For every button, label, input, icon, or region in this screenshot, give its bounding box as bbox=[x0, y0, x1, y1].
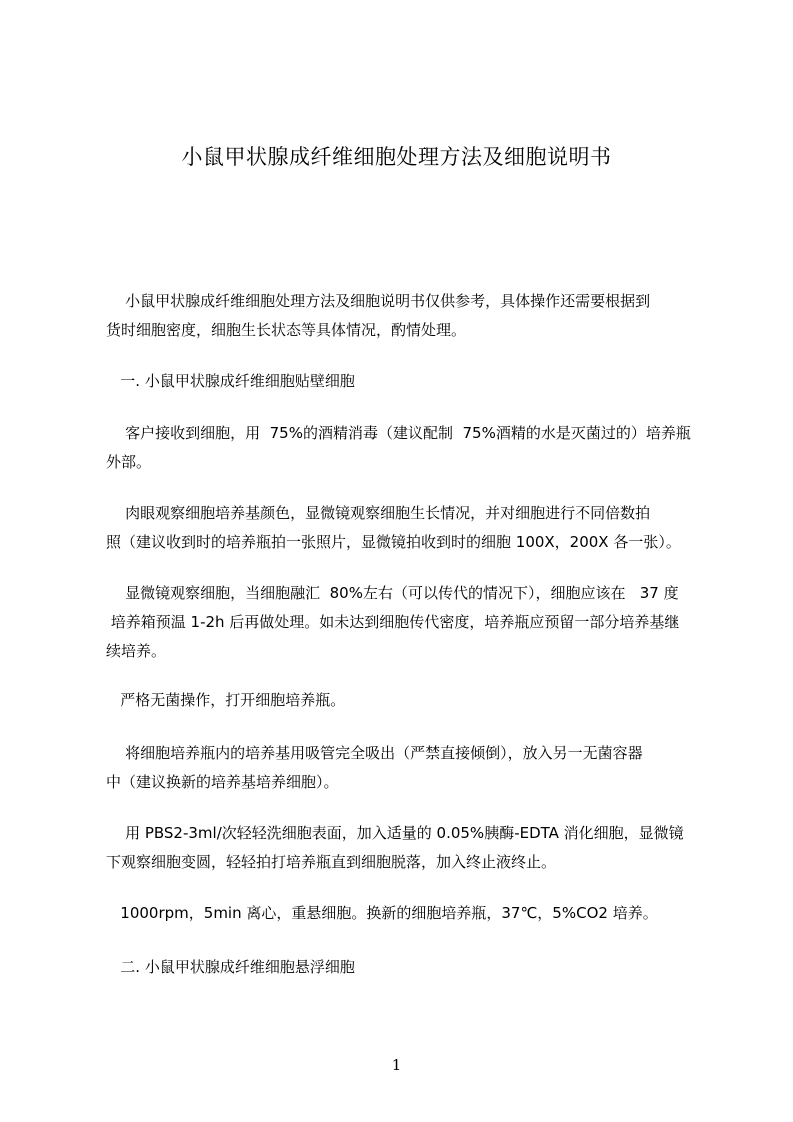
paragraph-aseptic bbox=[106, 686, 704, 715]
section-heading-suspension bbox=[106, 953, 704, 982]
section-heading-adherent bbox=[106, 367, 704, 396]
paragraph-remove-medium bbox=[106, 739, 704, 797]
paragraph-receive-cells bbox=[106, 419, 704, 477]
paragraph-line: 1000rpm，5min 离心，重悬细胞。换新的细胞培养瓶，37℃，5%CO2 培养。 bbox=[106, 904, 658, 922]
paragraph-digest bbox=[106, 819, 704, 877]
paragraph-line: 外部。 bbox=[106, 453, 152, 471]
paragraph-line: 续培养。 bbox=[106, 642, 167, 660]
document-title: 小鼠甲状腺成纤维细胞处理方法及细胞说明书 bbox=[181, 145, 612, 169]
paragraph-line: 下观察细胞变圆，轻轻拍打培养瓶直到细胞脱落，加入终止液终止。 bbox=[106, 853, 557, 871]
paragraph-confluence bbox=[106, 579, 699, 666]
paragraph-line: 客户接收到细胞，用 75%的酒精消毒（建议配制 75%酒精的水是灭菌过的）培养瓶 bbox=[106, 424, 691, 442]
paragraph-centrifuge bbox=[106, 899, 704, 928]
paragraph-observe-cells bbox=[106, 499, 704, 557]
paragraph-line: 货时细胞密度，细胞生长状态等具体情况，酌情处理。 bbox=[106, 321, 467, 339]
paragraph-line: 照（建议收到时的培养瓶拍一张照片，显微镜拍收到时的细胞 100X，200X 各一张）。 bbox=[106, 533, 681, 551]
section-heading-text: 一. 小鼠甲状腺成纤维细胞贴壁细胞 bbox=[106, 372, 355, 390]
paragraph-line: 严格无菌操作，打开细胞培养瓶。 bbox=[106, 691, 346, 709]
page-number: 1 bbox=[391, 1056, 402, 1074]
paragraph-intro bbox=[106, 287, 704, 345]
paragraph-line: 中（建议换新的培养基培养细胞）。 bbox=[106, 773, 339, 791]
paragraph-line: 小鼠甲状腺成纤维细胞处理方法及细胞说明书仅供参考，具体操作还需要根据到 bbox=[106, 292, 651, 310]
paragraph-line: 将细胞培养瓶内的培养基用吸管完全吸出（严禁直接倾倒），放入另一无菌容器 bbox=[106, 744, 643, 762]
paragraph-line: 显微镜观察细胞，当细胞融汇 80%左右（可以传代的情况下），细胞应该在 37 度 bbox=[106, 584, 679, 602]
paragraph-line: 用 PBS2-3ml/次轻轻洗细胞表面，加入适量的 0.05%胰酶-EDTA 消化细胞，显微镜 bbox=[106, 824, 684, 842]
section-heading-text: 二. 小鼠甲状腺成纤维细胞悬浮细胞 bbox=[106, 958, 355, 976]
paragraph-line: 肉眼观察细胞培养基颜色，显微镜观察细胞生长情况，并对细胞进行不同倍数拍 bbox=[106, 504, 651, 522]
paragraph-line: 培养箱预温 1-2h 后再做处理。如未达到细胞传代密度，培养瓶应预留一部分培养基继 bbox=[106, 613, 680, 631]
